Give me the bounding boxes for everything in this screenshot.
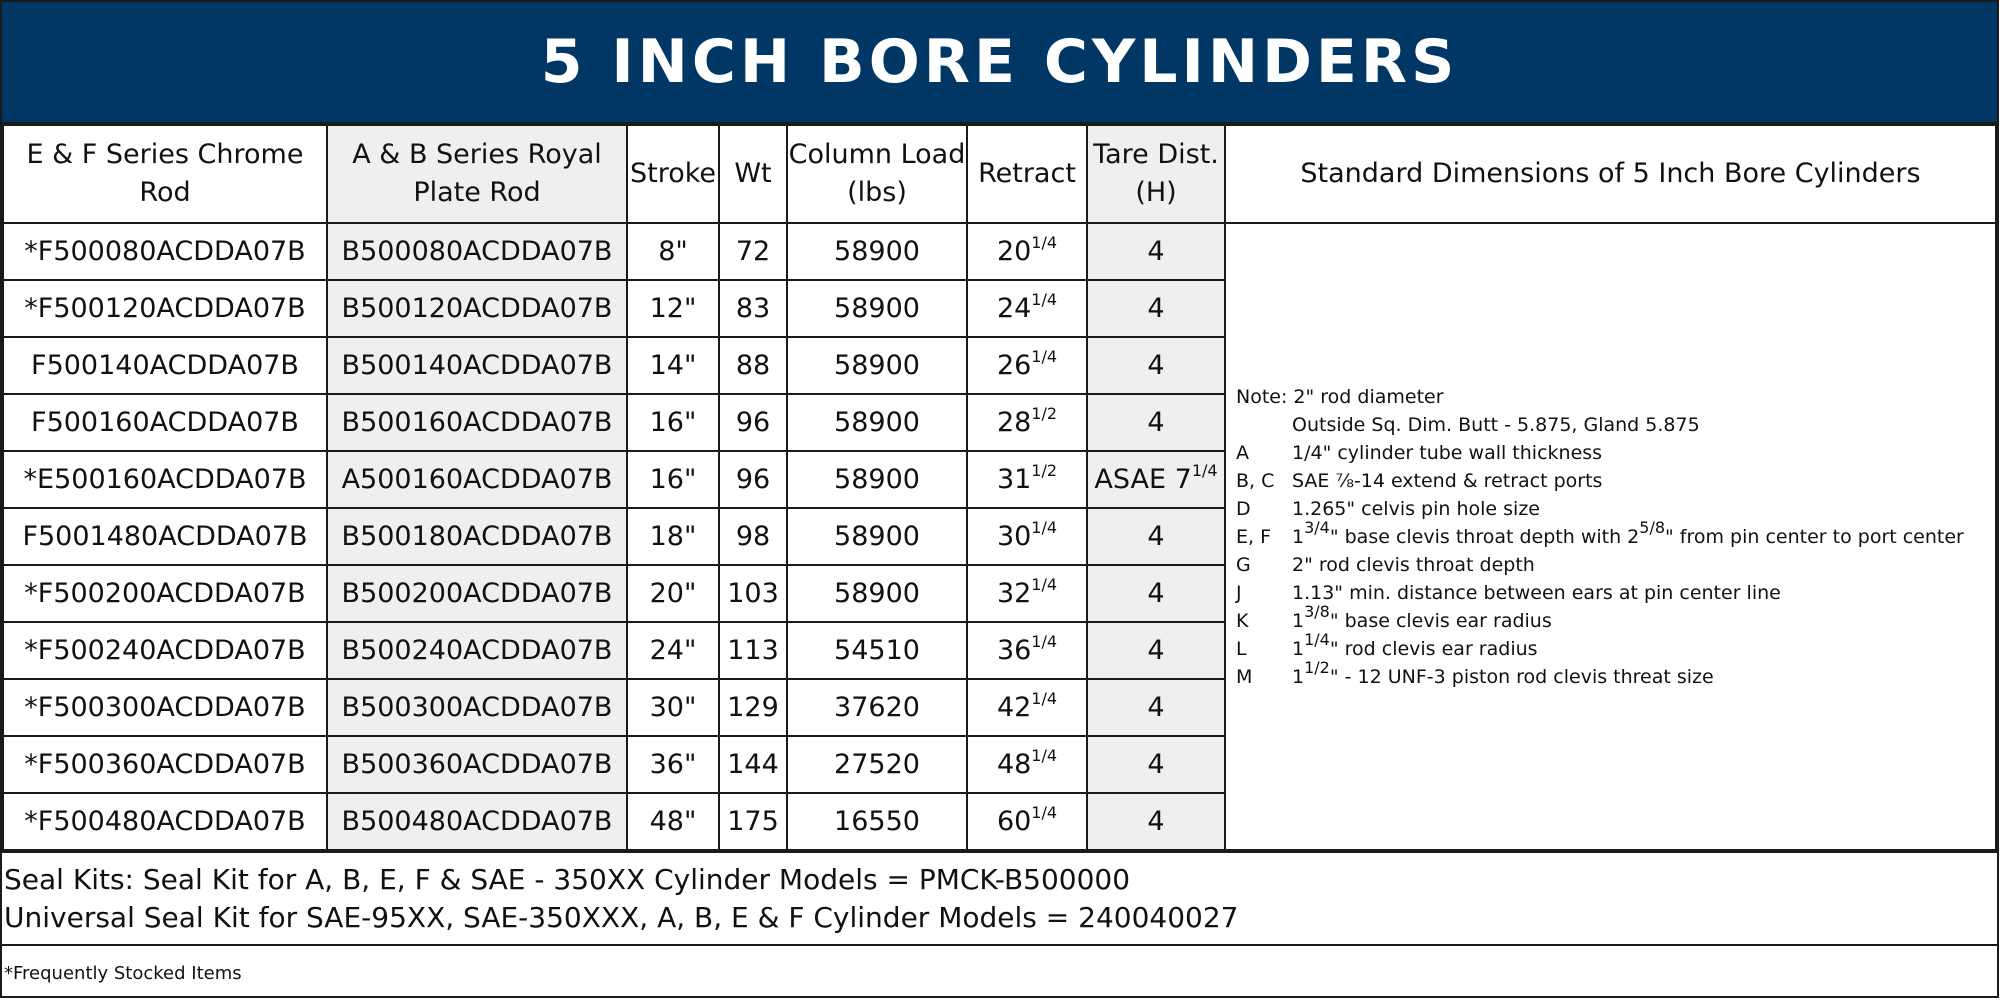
dimension-note-text [1292,658,1714,691]
column-load-value: 58900 [787,565,967,622]
dimension-note-item [1236,658,1985,691]
retract-value [967,223,1087,280]
tare-dist-value [1087,508,1225,565]
ab-rod-model: B500080ACDDA07B [327,223,627,280]
weight-value: 113 [719,622,787,679]
tare-dist-value-whole: 4 [1147,521,1165,552]
retract-value [967,793,1087,850]
retract-value-whole: 31 [996,464,1032,495]
dimension-note-item [1236,602,1985,635]
note-fragment: 1/4" cylinder tube wall thickness [1292,441,1603,464]
header-column-load: Column Load (lbs) [787,125,967,223]
weight-value: 72 [719,223,787,280]
column-load-value: 58900 [787,280,967,337]
tare-dist-value [1087,565,1225,622]
ab-rod-model: B500120ACDDA07B [327,280,627,337]
dimension-note-text [1292,602,1552,635]
retract-value [967,508,1087,565]
column-load-value: 58900 [787,508,967,565]
note-fragment: " base clevis ear radius [1329,609,1552,632]
ab-rod-model: B500200ACDDA07B [327,565,627,622]
tare-dist-value [1087,679,1225,736]
note-rod-diameter: Note: 2" rod diameter [1236,385,1444,408]
tare-dist-value-whole: 4 [1147,635,1165,666]
retract-value-fraction: 1/2 [1031,404,1058,423]
retract-value-fraction: 1/4 [1031,575,1058,594]
retract-value-fraction: 1/2 [1031,461,1058,480]
dimension-note-text [1292,518,1964,551]
table-row [3,223,1996,280]
note-fragment: 1 [1292,525,1305,548]
weight-value: 144 [719,736,787,793]
retract-value-whole: 42 [996,692,1032,723]
dimension-notes [1225,223,1996,850]
tare-dist-value-whole: 4 [1147,350,1165,381]
stroke-value: 16" [627,394,719,451]
note-fraction: 5/8 [1639,518,1666,538]
weight-value: 88 [719,337,787,394]
stroke-value: 36" [627,736,719,793]
note-fraction: 1/2 [1304,658,1330,678]
retract-value [967,565,1087,622]
weight-value: 96 [719,451,787,508]
retract-value-fraction: 1/4 [1031,689,1058,708]
tare-dist-value [1087,736,1225,793]
header-tare-dist: Tare Dist. (H) [1087,125,1225,223]
retract-value-fraction: 1/4 [1031,803,1058,822]
dimension-note-key: B, C [1236,469,1275,492]
dimension-note-item [1236,630,1985,663]
tare-dist-value-whole: 4 [1147,692,1165,723]
retract-value [967,280,1087,337]
dimension-note-key: L [1236,637,1247,660]
universal-seal-kit-line: Universal Seal Kit for SAE-95XX, SAE-350XXX, A, B, E & F Cylinder Models = 240040027 [4,901,1239,934]
ab-rod-model: A500160ACDDA07B [327,451,627,508]
retract-value [967,679,1087,736]
note-fragment: 2" rod clevis throat depth [1292,553,1535,576]
retract-value-whole: 36 [996,635,1032,666]
retract-value [967,337,1087,394]
tare-dist-value-whole: 4 [1147,578,1165,609]
stroke-value: 24" [627,622,719,679]
dimension-note-key: J [1236,581,1242,604]
ab-rod-model: B500240ACDDA07B [327,622,627,679]
weight-value: 83 [719,280,787,337]
column-load-value: 27520 [787,736,967,793]
header-ef-rod: E & F Series Chrome Rod [3,125,327,223]
tare-dist-value [1087,280,1225,337]
dimension-note-key: E, F [1236,525,1272,548]
tare-dist-value [1087,337,1225,394]
retract-value-whole: 60 [996,806,1032,837]
tare-dist-value-fraction: 1/4 [1191,461,1218,480]
retract-value-whole: 48 [996,749,1032,780]
column-load-value: 37620 [787,679,967,736]
note-fragment: 1.265" celvis pin hole size [1292,497,1540,520]
cylinder-spec-table [2,124,1997,851]
retract-value-whole: 28 [996,407,1032,438]
ef-rod-model: *F500480ACDDA07B [3,793,327,850]
ef-rod-model: *F500240ACDDA07B [3,622,327,679]
tare-dist-value-whole: ASAE 7 [1094,464,1192,495]
tare-dist-value-whole: 4 [1147,293,1165,324]
weight-value: 129 [719,679,787,736]
stroke-value: 14" [627,337,719,394]
column-load-value: 16550 [787,793,967,850]
note-fragment: " rod clevis ear radius [1329,637,1538,660]
stroke-value: 20" [627,565,719,622]
dimension-note-text [1292,551,1535,579]
column-load-value: 58900 [787,451,967,508]
tare-dist-value [1087,451,1225,508]
dimension-note-key: G [1236,553,1251,576]
stroke-value: 8" [627,223,719,280]
ef-rod-model: F500140ACDDA07B [3,337,327,394]
column-load-value: 58900 [787,394,967,451]
ef-rod-model: *F500200ACDDA07B [3,565,327,622]
note-fragment: SAE ⅞-14 extend & retract ports [1292,469,1603,492]
weight-value: 98 [719,508,787,565]
retract-value-fraction: 1/4 [1031,233,1058,252]
weight-value: 103 [719,565,787,622]
dimension-note-text [1292,439,1602,467]
retract-value-fraction: 1/4 [1031,632,1058,651]
seal-kits-section [2,851,1997,946]
ef-rod-model: F500160ACDDA07B [3,394,327,451]
retract-value-whole: 30 [996,521,1032,552]
dimension-note-item [1236,439,1985,467]
note-fragment: " base clevis throat depth with 2 [1329,525,1640,548]
note-fragment: 1 [1292,609,1305,632]
note-fragment: 1 [1292,665,1305,688]
retract-value-whole: 26 [996,350,1032,381]
ab-rod-model: B500360ACDDA07B [327,736,627,793]
tare-dist-value [1087,622,1225,679]
header-ab-rod: A & B Series Royal Plate Rod [327,125,627,223]
header-retract: Retract [967,125,1087,223]
dimension-note-key: K [1236,609,1249,632]
stroke-value: 12" [627,280,719,337]
retract-value-fraction: 1/4 [1031,746,1058,765]
retract-value-whole: 24 [996,293,1032,324]
ab-rod-model: B500480ACDDA07B [327,793,627,850]
tare-dist-value [1087,394,1225,451]
table-header-row [3,125,1996,223]
dimension-note-key: A [1236,441,1249,464]
dimension-note-text [1292,579,1781,607]
ef-rod-model: *F500080ACDDA07B [3,223,327,280]
retract-value [967,736,1087,793]
dimension-note-item [1236,551,1985,579]
retract-value [967,394,1087,451]
tare-dist-value-whole: 4 [1147,407,1165,438]
page-title: 5 INCH BORE CYLINDERS [2,2,1997,124]
tare-dist-value [1087,223,1225,280]
stroke-value: 30" [627,679,719,736]
retract-value-whole: 32 [996,578,1032,609]
retract-value [967,451,1087,508]
retract-value [967,622,1087,679]
ef-rod-model: F5001480ACDDA07B [3,508,327,565]
dimension-note-key: M [1236,665,1253,688]
header-stroke: Stroke [627,125,719,223]
stroke-value: 48" [627,793,719,850]
ab-rod-model: B500140ACDDA07B [327,337,627,394]
ef-rod-model: *E500160ACDDA07B [3,451,327,508]
header-wt: Wt [719,125,787,223]
column-load-value: 54510 [787,622,967,679]
stroke-value: 16" [627,451,719,508]
ef-rod-model: *F500300ACDDA07B [3,679,327,736]
dimension-note-text [1292,467,1602,495]
footnote: *Frequently Stocked Items [4,963,242,984]
note-fragment: 1 [1292,637,1305,660]
dimension-note-item [1236,579,1985,607]
ef-rod-model: *F500120ACDDA07B [3,280,327,337]
tare-dist-value-whole: 4 [1147,236,1165,267]
retract-value-fraction: 1/4 [1031,290,1058,309]
note-fraction: 3/4 [1304,518,1330,538]
tare-dist-value [1087,793,1225,850]
ab-rod-model: B500300ACDDA07B [327,679,627,736]
ab-rod-model: B500160ACDDA07B [327,394,627,451]
ab-rod-model: B500180ACDDA07B [327,508,627,565]
dimension-note-item [1236,495,1985,523]
tare-dist-value-whole: 4 [1147,806,1165,837]
dimension-note-item [1236,467,1985,495]
weight-value: 175 [719,793,787,850]
ef-rod-model: *F500360ACDDA07B [3,736,327,793]
note-fragment: 1.13" min. distance between ears at pin center line [1292,581,1781,604]
dimension-note-item [1236,518,1985,551]
column-load-value: 58900 [787,223,967,280]
header-standard-dimensions: Standard Dimensions of 5 Inch Bore Cylinders [1225,125,1996,223]
dimension-note-key: D [1236,497,1251,520]
seal-kit-line: Seal Kits: Seal Kit for A, B, E, F & SAE - 350XX Cylinder Models = PMCK-B500000 [4,863,1131,896]
note-fragment: " from pin center to port center [1665,525,1964,548]
stroke-value: 18" [627,508,719,565]
note-fraction: 3/8 [1304,602,1330,622]
retract-value-whole: 20 [996,236,1032,267]
weight-value: 96 [719,394,787,451]
table-body [3,223,1996,850]
column-load-value: 58900 [787,337,967,394]
note-outside-dim: Outside Sq. Dim. Butt - 5.875, Gland 5.875 [1292,413,1700,436]
note-fraction: 1/4 [1304,630,1330,650]
retract-value-fraction: 1/4 [1031,518,1058,537]
note-fragment: " - 12 UNF-3 piston rod clevis threat size [1329,665,1714,688]
retract-value-fraction: 1/4 [1031,347,1058,366]
tare-dist-value-whole: 4 [1147,749,1165,780]
